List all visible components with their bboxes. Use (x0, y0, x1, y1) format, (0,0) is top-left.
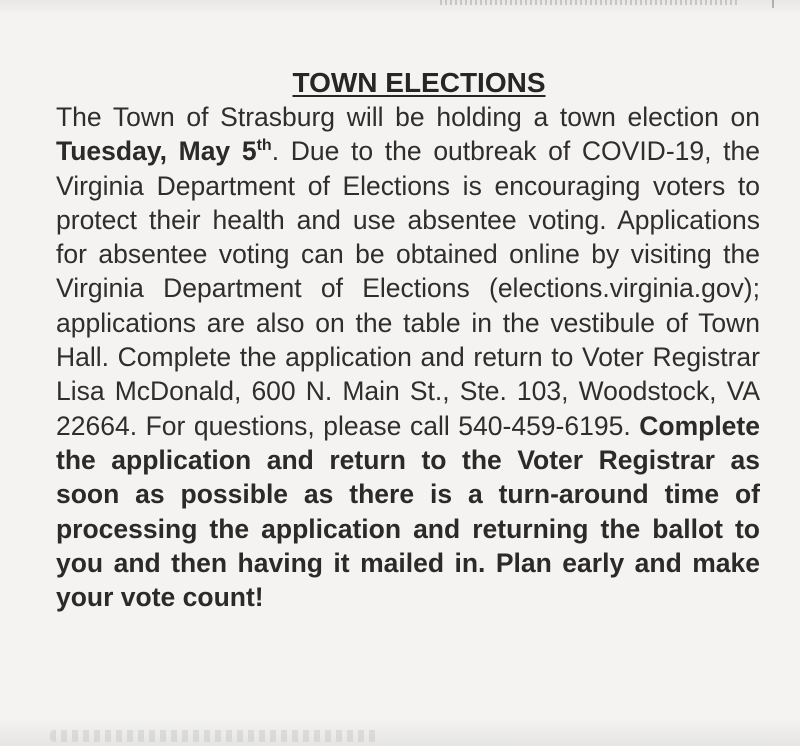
article-body (56, 100, 760, 614)
article (56, 66, 760, 614)
scan-top-edge (0, 0, 800, 14)
election-date-day: Tuesday, May 5 (56, 136, 257, 167)
intro-text: The Town of Strasburg will be holding a town election on (56, 102, 760, 132)
election-date-suffix: th (256, 137, 272, 155)
cropped-mark (772, 0, 774, 8)
election-date (56, 136, 272, 166)
cropped-text-fragment-bottom (50, 730, 380, 742)
emphasis-text: Complete the application and return to the Voter Registrar as soon as possible as there is a turn-around time of processing the application and returning the ballot to you and then having it mailed in. Plan early and make your vote count! (56, 410, 760, 613)
cropped-text-fragment (440, 0, 740, 5)
scan-bottom-edge (0, 718, 800, 746)
instructions-text: . Due to the outbreak of COVID-19, the Virginia Department of Elections is encouraging voters to protect their health and use absentee voting. Applications for absentee voting can be obtained online by visiting the Virginia Department of Elections (elections.virginia.gov); applications are also on the table in the vestibule of Town Hall. Complete the application and return to Voter Registrar Lisa McDonald, 600 N. Main St., Ste. 103, Woodstock, VA 22664. For questions, please call 540-459-6195. (56, 136, 760, 441)
article-title: TOWN ELECTIONS (292, 67, 546, 98)
